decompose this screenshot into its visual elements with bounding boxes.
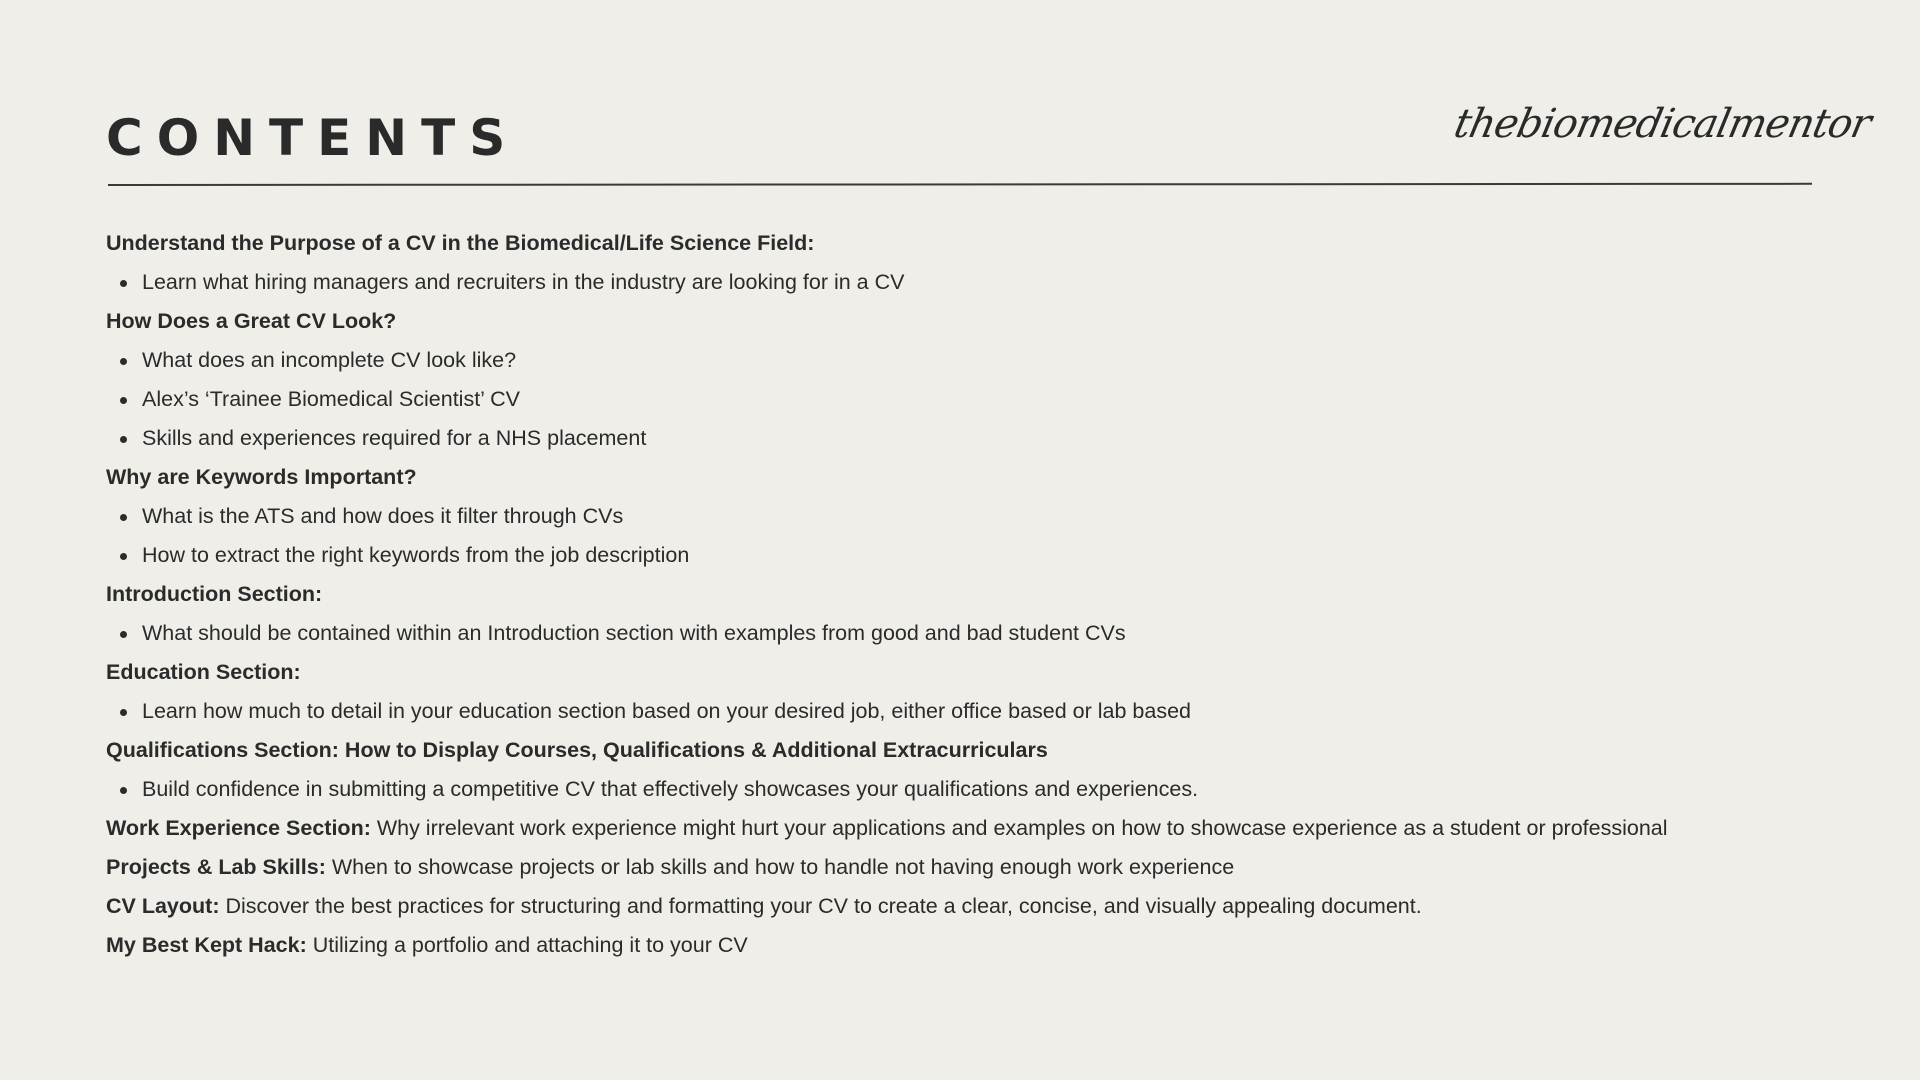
bullet-icon	[120, 280, 127, 287]
list-item	[106, 380, 1866, 419]
list-item	[106, 614, 1866, 653]
page-title: CONTENTS	[106, 109, 520, 167]
list-item-text: Learn what hiring managers and recruiters in the industry are looking for in a CV	[142, 270, 905, 294]
section-heading-education: Education Section:	[106, 660, 301, 684]
section-heading-introduction: Introduction Section:	[106, 582, 323, 606]
list-item-text: Alex’s ‘Trainee Biomedical Scientist’ CV	[142, 387, 520, 411]
bullet-icon	[120, 514, 127, 521]
inline-item-work-experience	[106, 809, 1866, 848]
list-item	[106, 692, 1866, 731]
inline-heading: Work Experience Section:	[106, 816, 371, 840]
inline-text: Discover the best practices for structuring and formatting your CV to create a clear, concise, and visually appealing document.	[219, 894, 1422, 918]
contents-list	[106, 224, 1866, 965]
list-item	[106, 419, 1866, 458]
inline-heading: My Best Kept Hack:	[106, 933, 307, 957]
list-item-text: What is the ATS and how does it filter through CVs	[142, 504, 624, 528]
inline-item-projects	[106, 848, 1866, 887]
bullet-icon	[120, 553, 127, 560]
list-item	[106, 263, 1866, 302]
inline-text: When to showcase projects or lab skills and how to handle not having enough work experience	[325, 855, 1235, 879]
section-heading-keywords: Why are Keywords Important?	[106, 465, 417, 489]
bullet-icon	[120, 397, 127, 404]
inline-heading: Projects & Lab Skills:	[106, 855, 326, 879]
inline-text: Why irrelevant work experience might hurt your applications and examples on how to showcase experience as a student or professional	[370, 816, 1668, 840]
list-item-text: How to extract the right keywords from the job description	[142, 543, 690, 567]
section-heading-great-cv: How Does a Great CV Look?	[106, 309, 397, 333]
list-item	[106, 536, 1866, 575]
inline-text: Utilizing a portfolio and attaching it to your CV	[306, 933, 748, 957]
list-item	[106, 770, 1866, 809]
inline-heading: CV Layout:	[106, 894, 220, 918]
section-heading-qualifications: Qualifications Section: How to Display Courses, Qualifications & Additional Extracurriculars	[106, 738, 1048, 762]
bullet-icon	[120, 709, 127, 716]
bullet-icon	[120, 436, 127, 443]
brand-signature: thebiomedicalmentor	[1450, 101, 1875, 147]
inline-item-best-kept-hack	[106, 926, 1866, 965]
list-item	[106, 341, 1866, 380]
list-item-text: Skills and experiences required for a NHS placement	[142, 426, 647, 450]
bullet-icon	[120, 631, 127, 638]
inline-item-cv-layout	[106, 887, 1866, 926]
title-divider	[108, 183, 1812, 186]
list-item-text: Learn how much to detail in your education section based on your desired job, either office based or lab based	[142, 699, 1191, 723]
list-item	[106, 497, 1866, 536]
section-heading-purpose: Understand the Purpose of a CV in the Biomedical/Life Science Field:	[106, 231, 815, 255]
list-item-text: Build confidence in submitting a competitive CV that effectively showcases your qualifications and experiences.	[142, 777, 1199, 801]
list-item-text: What should be contained within an Introduction section with examples from good and bad student CVs	[142, 621, 1126, 645]
bullet-icon	[120, 787, 127, 794]
bullet-icon	[120, 358, 127, 365]
list-item-text: What does an incomplete CV look like?	[142, 348, 517, 372]
